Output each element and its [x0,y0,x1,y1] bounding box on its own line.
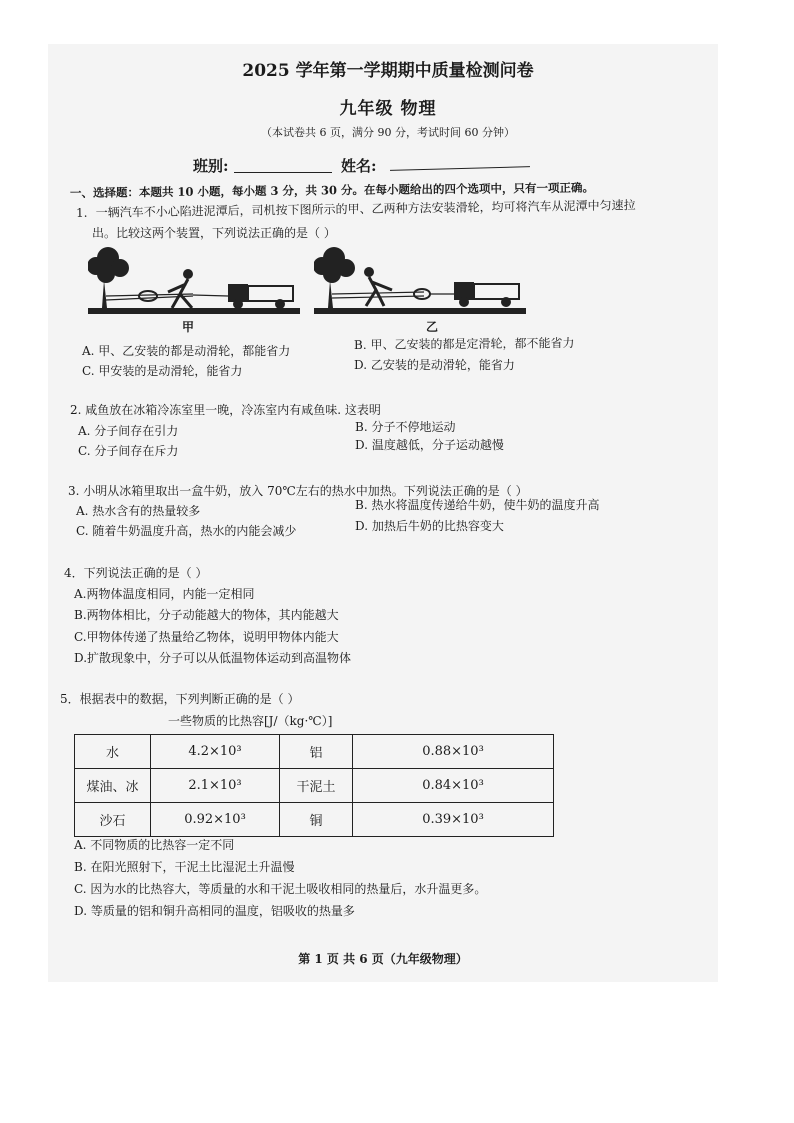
table-cell: 0.84×10³ [353,769,554,803]
q4-option-d[interactable]: D.扩散现象中，分子可以从低温物体运动到高温物体 [74,651,352,665]
q4-stem: 4．下列说法正确的是（ ） [64,566,208,580]
class-label: 班别: [193,157,229,175]
q2-option-c[interactable]: C. 分子间存在斥力 [78,444,179,458]
section-instruction: 一、选择题：本题共 10 小题，每小题 3 分，共 30 分。在每小题给出的四个选项中，只有一项正确。 [69,180,595,200]
q3-option-b[interactable]: B. 热水将温度传递给牛奶，使牛奶的温度升高 [355,498,600,512]
table-cell: 干泥土 [280,769,353,803]
q1-option-b[interactable]: B. 甲、乙安装的都是定滑轮，都不能省力 [353,336,575,352]
q5-stem: 5．根据表中的数据，下列判断正确的是（ ） [60,692,300,706]
q5-option-a[interactable]: A. 不同物质的比热容一定不同 [74,838,235,852]
table-cell: 2.1×10³ [151,769,280,803]
name-label: 姓名: [341,157,377,175]
table-cell: 沙石 [75,803,151,837]
exam-info: （本试卷共 6 页，满分 90 分，考试时间 60 分钟） [261,126,515,139]
q3-option-c[interactable]: C. 随着牛奶温度升高，热水的内能会减少 [76,524,297,538]
class-blank[interactable] [234,172,332,173]
q2-option-a[interactable]: A. 分子间存在引力 [78,424,179,438]
name-blank[interactable] [390,166,530,171]
q1-option-d[interactable]: D. 乙安装的是动滑轮，能省力 [354,358,515,372]
pulley-figure-yi [314,246,534,326]
table-cell: 0.92×10³ [151,803,280,837]
page-footer: 第 1 页 共 6 页（九年级物理） [298,952,468,966]
q5-option-d[interactable]: D. 等质量的铝和铜升高相同的温度，铝吸收的热量多 [74,904,355,918]
fig-label-jia: 甲 [182,320,195,334]
q1-option-a[interactable]: A. 甲、乙安装的都是动滑轮，都能省力 [82,344,291,358]
q4-option-a[interactable]: A.两物体温度相同，内能一定相同 [74,587,255,601]
table-cell: 水 [75,735,151,769]
specific-heat-table [74,734,554,837]
exam-title: 2025 学年第一学期期中质量检测问卷 [242,61,534,81]
q1-stem-line1: 1．一辆汽车不小心陷进泥潭后，司机按下图所示的甲、乙两种方法安装滑轮，均可将汽车从泥潭中匀速拉 [75,198,636,220]
q1-stem-line2: 出。比较这两个装置，下列说法正确的是（ ） [92,226,336,240]
q3-option-d[interactable]: D. 加热后牛奶的比热容变大 [355,519,504,533]
q4-option-c[interactable]: C.甲物体传递了热量给乙物体，说明甲物体内能大 [74,630,339,644]
q2-stem: 2. 咸鱼放在冰箱冷冻室里一晚，冷冻室内有咸鱼味. 这表明 [70,403,381,417]
table-row [75,769,554,803]
q5-option-c[interactable]: C. 因为水的比热容大，等质量的水和干泥土吸收相同的热量后，水升温更多。 [74,882,487,896]
exam-subtitle: 九年级 物理 [339,99,437,119]
table-row [75,735,554,769]
q2-option-b[interactable]: B. 分子不停地运动 [355,420,456,434]
table-row [75,803,554,837]
q5-table-caption: 一些物质的比热容[J/（kg·℃）] [168,714,333,728]
q3-option-a[interactable]: A. 热水含有的热量较多 [76,504,201,518]
q2-option-d[interactable]: D. 温度越低，分子运动越慢 [355,438,504,452]
q3-stem: 3. 小明从冰箱里取出一盒牛奶，放入 70℃左右的热水中加热。下列说法正确的是（ ） [68,484,528,498]
fig-label-yi: 乙 [426,320,439,334]
table-cell: 4.2×10³ [151,735,280,769]
exam-page [48,44,718,982]
table-cell: 铜 [280,803,353,837]
q4-option-b[interactable]: B.两物体相比，分子动能越大的物体，其内能越大 [74,608,339,622]
table-cell: 0.39×10³ [353,803,554,837]
table-cell: 铝 [280,735,353,769]
pulley-figure-jia [88,246,308,326]
table-cell: 煤油、冰 [75,769,151,803]
q5-option-b[interactable]: B. 在阳光照射下，干泥土比湿泥土升温慢 [74,860,295,874]
q1-option-c[interactable]: C. 甲安装的是动滑轮，能省力 [82,364,243,378]
table-cell: 0.88×10³ [353,735,554,769]
